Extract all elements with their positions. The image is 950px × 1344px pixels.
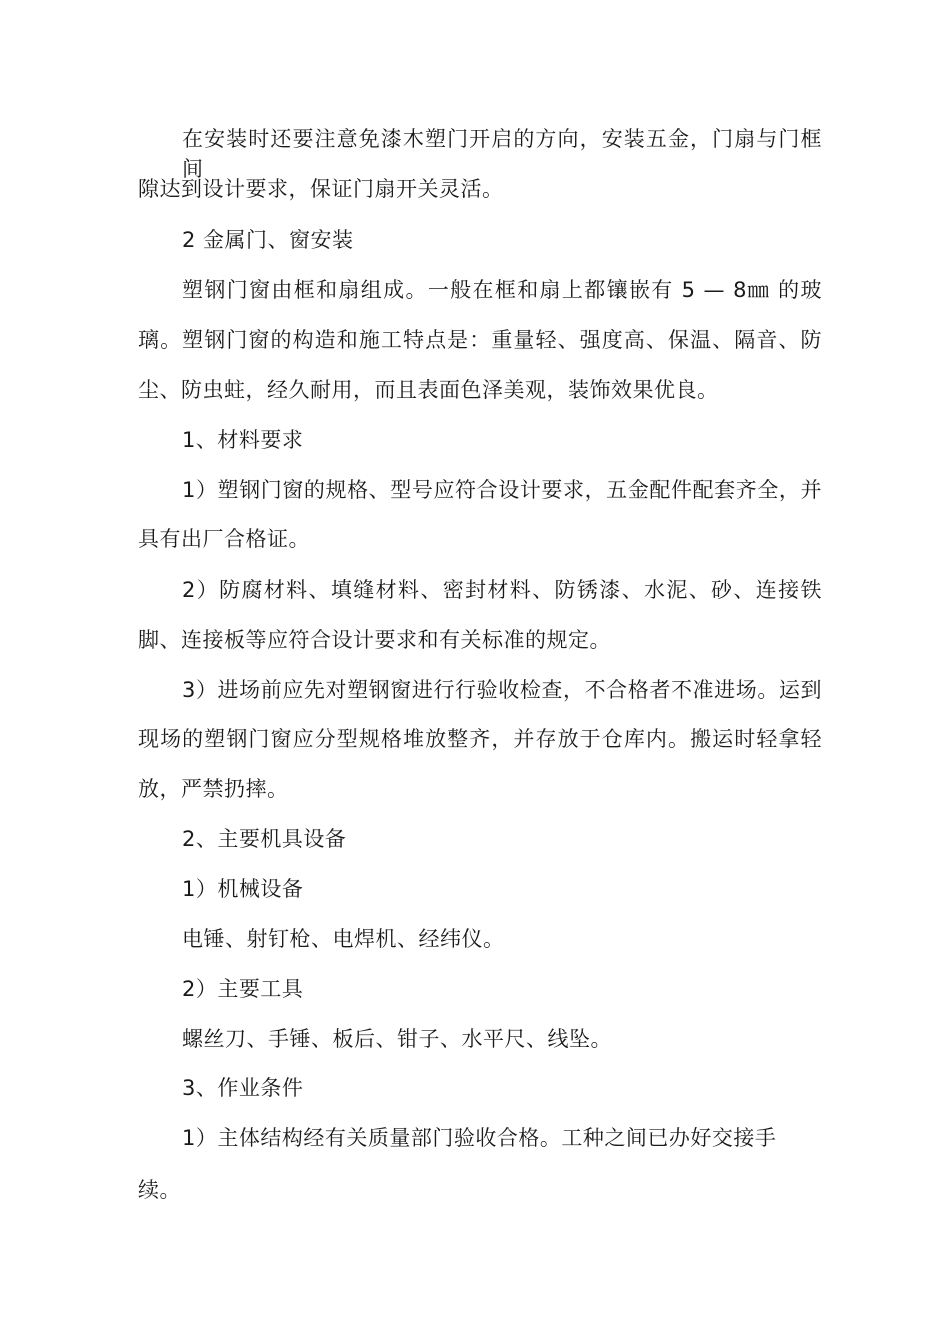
paragraph-line: 隙达到设计要求，保证门扇开关灵活。: [138, 177, 504, 201]
paragraph-line: 3）进场前应先对塑钢窗进行行验收检查，不合格者不准进场。运到: [182, 678, 822, 702]
subsection-heading: 1）机械设备: [182, 877, 304, 901]
paragraph-line: 在安装时还要注意免漆木塑门开启的方向，安装五金，门扇与门框间: [182, 127, 822, 181]
paragraph-line: 塑钢门窗由框和扇组成。一般在框和扇上都镶嵌有 5 — 8㎜ 的玻: [182, 278, 822, 302]
section-heading: 1、材料要求: [182, 428, 304, 452]
paragraph-line: 放，严禁扔摔。: [138, 777, 289, 801]
paragraph-line: 现场的塑钢门窗应分型规格堆放整齐，并存放于仓库内。搬运时轻拿轻: [138, 727, 822, 751]
paragraph-line: 1）塑钢门窗的规格、型号应符合设计要求，五金配件配套齐全，并: [182, 478, 822, 502]
paragraph-line: 具有出厂合格证。: [138, 527, 310, 551]
section-heading: 2、主要机具设备: [182, 827, 347, 851]
paragraph-line: 电锤、射钉枪、电焊机、经纬仪。: [182, 927, 505, 951]
section-heading: 3、作业条件: [182, 1076, 304, 1100]
paragraph-line: 尘、防虫蛀，经久耐用，而且表面色泽美观，装饰效果优良。: [138, 378, 719, 402]
paragraph-line: 2）防腐材料、填缝材料、密封材料、防锈漆、水泥、砂、连接铁: [182, 578, 822, 602]
section-heading: 2 金属门、窗安装: [182, 228, 354, 252]
paragraph-line: 螺丝刀、手锤、板后、钳子、水平尺、线坠。: [182, 1027, 612, 1051]
paragraph-line: 脚、连接板等应符合设计要求和有关标准的规定。: [138, 628, 611, 652]
subsection-heading: 2）主要工具: [182, 977, 304, 1001]
paragraph-line: 璃。塑钢门窗的构造和施工特点是：重量轻、强度高、保温、隔音、防: [138, 328, 822, 352]
paragraph-line: 续。: [138, 1178, 181, 1202]
paragraph-line: 1）主体结构经有关质量部门验收合格。工种之间已办好交接手: [182, 1126, 777, 1150]
